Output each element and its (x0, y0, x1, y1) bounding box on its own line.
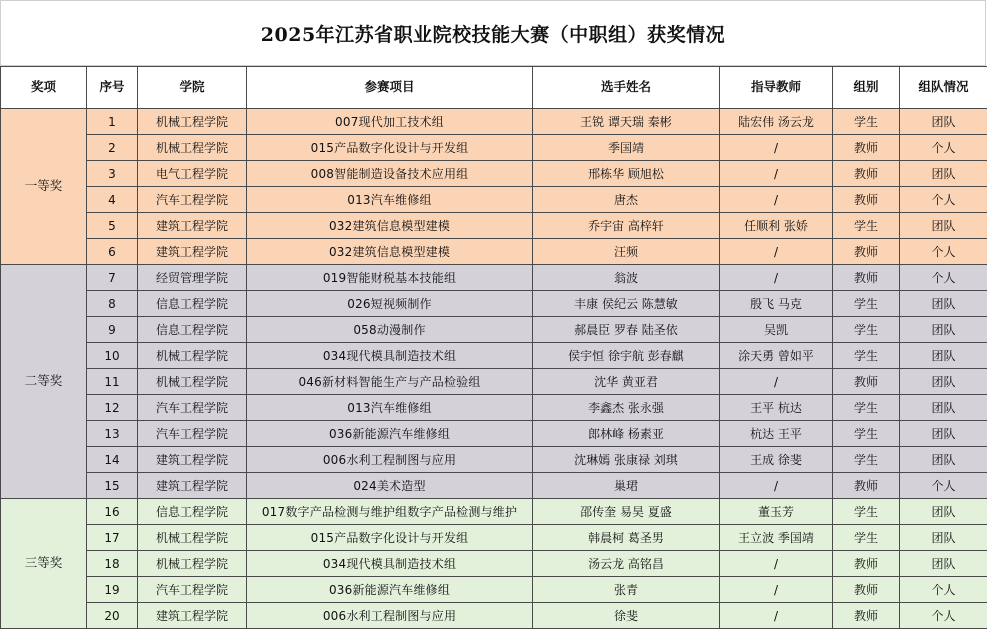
cell-college: 建筑工程学院 (138, 239, 247, 265)
award-level-second: 二等奖 (1, 265, 87, 499)
cell-college: 建筑工程学院 (138, 473, 247, 499)
cell-group: 教师 (833, 369, 900, 395)
cell-players: 邵传奎 易昊 夏盛 (533, 499, 720, 525)
cell-team: 团队 (900, 291, 987, 317)
cell-team: 团队 (900, 499, 987, 525)
cell-team: 个人 (900, 577, 987, 603)
header-players: 选手姓名 (533, 67, 720, 109)
cell-no: 6 (87, 239, 138, 265)
cell-advisors: 王立波 季国靖 (720, 525, 833, 551)
cell-college: 信息工程学院 (138, 499, 247, 525)
cell-no: 3 (87, 161, 138, 187)
table-row (1, 551, 987, 577)
cell-no: 8 (87, 291, 138, 317)
cell-college: 机械工程学院 (138, 551, 247, 577)
cell-group: 教师 (833, 135, 900, 161)
table-row (1, 161, 987, 187)
cell-no: 20 (87, 603, 138, 629)
cell-players: 唐杰 (533, 187, 720, 213)
cell-group: 教师 (833, 603, 900, 629)
cell-no: 1 (87, 109, 138, 135)
cell-college: 汽车工程学院 (138, 577, 247, 603)
table-row (1, 499, 987, 525)
cell-college: 汽车工程学院 (138, 421, 247, 447)
cell-project: 026短视频制作 (247, 291, 533, 317)
cell-project: 006水利工程制图与应用 (247, 603, 533, 629)
cell-project: 032建筑信息模型建模 (247, 213, 533, 239)
cell-team: 团队 (900, 525, 987, 551)
cell-project: 032建筑信息模型建模 (247, 239, 533, 265)
cell-players: 季国靖 (533, 135, 720, 161)
header-team: 组队情况 (900, 67, 987, 109)
page-title: 2025年江苏省职业院校技能大赛（中职组）获奖情况 (0, 0, 986, 66)
table-row (1, 135, 987, 161)
cell-advisors: / (720, 187, 833, 213)
cell-college: 机械工程学院 (138, 135, 247, 161)
cell-advisors: 王成 徐斐 (720, 447, 833, 473)
cell-project: 015产品数字化设计与开发组 (247, 135, 533, 161)
cell-college: 建筑工程学院 (138, 603, 247, 629)
cell-no: 9 (87, 317, 138, 343)
cell-no: 2 (87, 135, 138, 161)
cell-players: 沈琳嫣 张康禄 刘琪 (533, 447, 720, 473)
cell-no: 7 (87, 265, 138, 291)
cell-players: 翁波 (533, 265, 720, 291)
cell-team: 团队 (900, 317, 987, 343)
cell-no: 4 (87, 187, 138, 213)
cell-team: 团队 (900, 395, 987, 421)
cell-advisors: 陆宏伟 汤云龙 (720, 109, 833, 135)
cell-advisors: / (720, 135, 833, 161)
table-body (1, 109, 987, 629)
cell-no: 11 (87, 369, 138, 395)
cell-no: 17 (87, 525, 138, 551)
cell-advisors: / (720, 265, 833, 291)
table-row (1, 109, 987, 135)
cell-group: 教师 (833, 265, 900, 291)
cell-team: 团队 (900, 421, 987, 447)
cell-players: 邢栋华 顾旭松 (533, 161, 720, 187)
cell-team: 个人 (900, 135, 987, 161)
cell-team: 个人 (900, 239, 987, 265)
cell-group: 学生 (833, 395, 900, 421)
cell-group: 学生 (833, 421, 900, 447)
cell-group: 学生 (833, 109, 900, 135)
cell-college: 电气工程学院 (138, 161, 247, 187)
cell-group: 学生 (833, 213, 900, 239)
table-row (1, 265, 987, 291)
header-college: 学院 (138, 67, 247, 109)
table-row (1, 525, 987, 551)
cell-project: 024美术造型 (247, 473, 533, 499)
cell-advisors: / (720, 551, 833, 577)
cell-no: 16 (87, 499, 138, 525)
cell-players: 汤云龙 高铭昌 (533, 551, 720, 577)
cell-project: 017数字产品检测与维护组数字产品检测与维护 (247, 499, 533, 525)
cell-team: 团队 (900, 343, 987, 369)
cell-players: 沈华 黄亚君 (533, 369, 720, 395)
cell-project: 013汽车维修组 (247, 187, 533, 213)
cell-players: 李鑫杰 张永强 (533, 395, 720, 421)
cell-group: 教师 (833, 161, 900, 187)
cell-team: 团队 (900, 447, 987, 473)
table-row (1, 421, 987, 447)
table-row (1, 187, 987, 213)
cell-no: 19 (87, 577, 138, 603)
cell-players: 张青 (533, 577, 720, 603)
cell-project: 008智能制造设备技术应用组 (247, 161, 533, 187)
cell-project: 015产品数字化设计与开发组 (247, 525, 533, 551)
cell-group: 学生 (833, 343, 900, 369)
award-level-first: 一等奖 (1, 109, 87, 265)
cell-no: 18 (87, 551, 138, 577)
cell-college: 机械工程学院 (138, 369, 247, 395)
cell-group: 学生 (833, 525, 900, 551)
cell-advisors: 杭达 王平 (720, 421, 833, 447)
cell-project: 036新能源汽车维修组 (247, 421, 533, 447)
header-row (1, 67, 987, 109)
cell-college: 机械工程学院 (138, 525, 247, 551)
table-row (1, 395, 987, 421)
cell-project: 019智能财税基本技能组 (247, 265, 533, 291)
cell-college: 经贸管理学院 (138, 265, 247, 291)
cell-project: 058动漫制作 (247, 317, 533, 343)
cell-group: 教师 (833, 239, 900, 265)
cell-project: 046新材料智能生产与产品检验组 (247, 369, 533, 395)
table-row (1, 239, 987, 265)
cell-players: 汪频 (533, 239, 720, 265)
header-project: 参赛项目 (247, 67, 533, 109)
table-row (1, 577, 987, 603)
cell-players: 韩晨柯 葛圣男 (533, 525, 720, 551)
cell-no: 13 (87, 421, 138, 447)
header-award: 奖项 (1, 67, 87, 109)
cell-players: 郎林峰 杨素亚 (533, 421, 720, 447)
cell-project: 036新能源汽车维修组 (247, 577, 533, 603)
cell-team: 团队 (900, 161, 987, 187)
cell-college: 信息工程学院 (138, 317, 247, 343)
cell-team: 个人 (900, 603, 987, 629)
cell-group: 学生 (833, 317, 900, 343)
cell-project: 034现代模具制造技术组 (247, 343, 533, 369)
cell-advisors: 殷飞 马克 (720, 291, 833, 317)
award-table (0, 66, 987, 629)
cell-project: 006水利工程制图与应用 (247, 447, 533, 473)
cell-players: 乔宇宙 高梓轩 (533, 213, 720, 239)
cell-players: 郝晨臣 罗春 陆圣依 (533, 317, 720, 343)
table-row (1, 291, 987, 317)
cell-players: 巢珺 (533, 473, 720, 499)
cell-college: 机械工程学院 (138, 109, 247, 135)
table-row (1, 213, 987, 239)
cell-advisors: / (720, 161, 833, 187)
cell-college: 建筑工程学院 (138, 447, 247, 473)
cell-group: 学生 (833, 291, 900, 317)
cell-group: 教师 (833, 551, 900, 577)
table-row (1, 603, 987, 629)
cell-advisors: 王平 杭达 (720, 395, 833, 421)
cell-college: 机械工程学院 (138, 343, 247, 369)
cell-players: 侯宇恒 徐宇航 彭春麒 (533, 343, 720, 369)
table-row (1, 343, 987, 369)
cell-team: 个人 (900, 265, 987, 291)
cell-no: 14 (87, 447, 138, 473)
header-advisors: 指导教师 (720, 67, 833, 109)
cell-team: 团队 (900, 551, 987, 577)
cell-team: 团队 (900, 369, 987, 395)
cell-advisors: 涂天勇 曾如平 (720, 343, 833, 369)
cell-group: 教师 (833, 187, 900, 213)
table-row (1, 369, 987, 395)
cell-team: 个人 (900, 473, 987, 499)
cell-no: 10 (87, 343, 138, 369)
table-row (1, 473, 987, 499)
cell-project: 013汽车维修组 (247, 395, 533, 421)
cell-advisors: / (720, 239, 833, 265)
cell-players: 徐斐 (533, 603, 720, 629)
cell-team: 团队 (900, 109, 987, 135)
header-group: 组别 (833, 67, 900, 109)
cell-college: 汽车工程学院 (138, 395, 247, 421)
cell-group: 学生 (833, 447, 900, 473)
cell-project: 034现代模具制造技术组 (247, 551, 533, 577)
cell-no: 15 (87, 473, 138, 499)
cell-advisors: / (720, 603, 833, 629)
cell-group: 教师 (833, 473, 900, 499)
cell-advisors: 任顺利 张娇 (720, 213, 833, 239)
award-level-third: 三等奖 (1, 499, 87, 629)
cell-team: 个人 (900, 187, 987, 213)
cell-college: 建筑工程学院 (138, 213, 247, 239)
cell-team: 团队 (900, 213, 987, 239)
cell-college: 信息工程学院 (138, 291, 247, 317)
cell-players: 丰康 侯纪云 陈慧敏 (533, 291, 720, 317)
cell-advisors: 吴凯 (720, 317, 833, 343)
cell-advisors: / (720, 473, 833, 499)
table-row (1, 317, 987, 343)
header-no: 序号 (87, 67, 138, 109)
cell-players: 王锐 谭天瑞 秦彬 (533, 109, 720, 135)
cell-advisors: 董玉芳 (720, 499, 833, 525)
cell-advisors: / (720, 577, 833, 603)
cell-no: 12 (87, 395, 138, 421)
cell-advisors: / (720, 369, 833, 395)
cell-group: 学生 (833, 499, 900, 525)
cell-college: 汽车工程学院 (138, 187, 247, 213)
table-row (1, 447, 987, 473)
cell-no: 5 (87, 213, 138, 239)
cell-group: 教师 (833, 577, 900, 603)
cell-project: 007现代加工技术组 (247, 109, 533, 135)
